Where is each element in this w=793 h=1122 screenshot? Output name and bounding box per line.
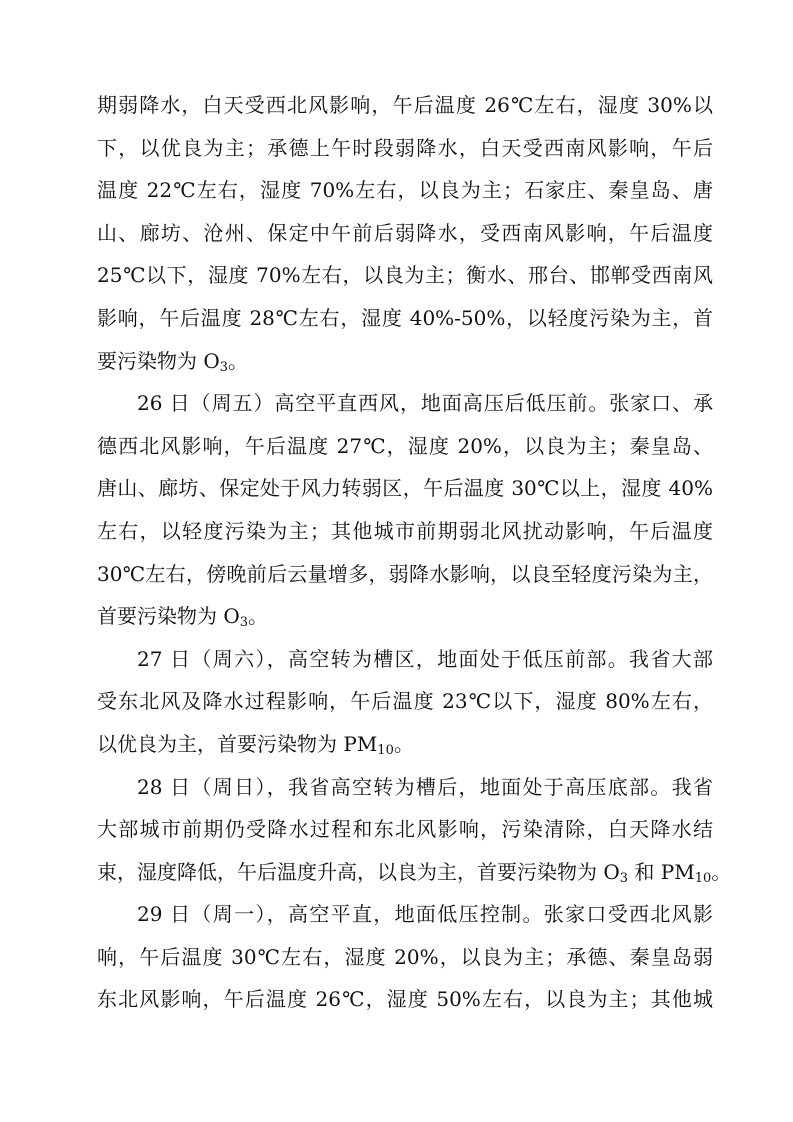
text-run: 温度 22℃左右，湿度 70%左右，以良为主；石家庄、秦皇岛、唐	[97, 178, 713, 203]
text-line	[97, 84, 713, 127]
paragraph	[97, 382, 713, 638]
text-line	[97, 638, 713, 681]
text-run: 束，湿度降低，午后温度升高，以良为主，首要污染物为 O	[97, 859, 620, 884]
text-run: 。	[248, 604, 269, 629]
text-line	[97, 851, 732, 894]
text-line	[97, 808, 713, 851]
text-line	[97, 382, 713, 425]
document-page	[97, 84, 732, 1021]
text-run: 。	[711, 859, 732, 884]
subscript: 3	[219, 359, 229, 375]
text-line	[97, 425, 713, 468]
text-run: 。	[393, 731, 414, 756]
text-run: 首要污染物为 O	[97, 604, 240, 629]
paragraph	[97, 766, 732, 894]
text-run: 期弱降水，白天受西北风影响，午后温度 26℃左右，湿度 30%以	[97, 93, 713, 117]
text-run: 左右，以轻度污染为主；其他城市前期弱北风扰动影响，午后温度	[97, 518, 713, 543]
text-line	[97, 723, 713, 766]
text-run: 德西北风影响，午后温度 27℃，湿度 20%，以良为主；秦皇岛、	[97, 433, 713, 458]
text-line	[97, 340, 713, 383]
text-line	[97, 553, 713, 596]
paragraph	[97, 638, 713, 766]
text-line	[97, 169, 713, 212]
text-line	[97, 297, 713, 340]
text-line	[97, 680, 713, 723]
text-run: 25℃以下，湿度 70%左右，以良为主；衡水、邢台、邯郸受西南风	[97, 263, 713, 288]
text-run: 26 日（周五）高空平直西风，地面高压后低压前。张家口、承	[137, 391, 713, 416]
text-line	[97, 766, 713, 809]
text-run: 东北风影响，午后温度 26℃，湿度 50%左右，以良为主；其他城	[97, 987, 713, 1012]
text-run: 29 日（周一），高空平直，地面低压控制。张家口受西北风影	[137, 902, 713, 927]
subscript: 10	[694, 870, 712, 886]
text-run: 。	[228, 348, 249, 373]
paragraph	[97, 84, 713, 382]
text-run: 唐山、廊坊、保定处于风力转弱区，午后温度 30℃以上，湿度 40%	[97, 476, 713, 501]
text-run: 影响，午后温度 28℃左右，湿度 40%-50%，以轻度污染为主，首	[97, 305, 713, 330]
subscript: 3	[239, 615, 249, 631]
text-run: 以优良为主，首要污染物为 PM	[97, 731, 378, 756]
subscript: 10	[377, 742, 394, 758]
text-run: 和 PM	[628, 859, 695, 884]
text-run: 受东北风及降水过程影响，午后温度 23℃以下，湿度 80%左右，	[97, 689, 713, 714]
text-line	[97, 510, 713, 553]
text-run: 30℃左右，傍晚前后云量增多，弱降水影响，以良至轻度污染为主，	[97, 561, 713, 586]
text-run: 大部城市前期仍受降水过程和东北风影响，污染清除，白天降水结	[97, 817, 713, 842]
text-line	[97, 893, 713, 936]
subscript: 3	[619, 870, 629, 886]
text-run: 山、廊坊、沧州、保定中午前后弱降水，受西南风影响，午后温度	[97, 220, 713, 245]
text-line	[97, 467, 713, 510]
text-run: 下，以优良为主；承德上午时段弱降水，白天受西南风影响，午后	[97, 135, 713, 160]
text-line	[97, 595, 713, 638]
text-line	[97, 254, 713, 297]
text-line	[97, 127, 713, 170]
text-run: 28 日（周日），我省高空转为槽后，地面处于高压底部。我省	[137, 774, 713, 799]
text-run: 响，午后温度 30℃左右，湿度 20%，以良为主；承德、秦皇岛弱	[97, 944, 713, 969]
text-line	[97, 978, 713, 1021]
text-run: 27 日（周六），高空转为槽区，地面处于低压前部。我省大部	[137, 646, 713, 671]
paragraph	[97, 893, 713, 1021]
text-run: 要污染物为 O	[97, 348, 220, 373]
text-line	[97, 212, 713, 255]
text-line	[97, 936, 713, 979]
